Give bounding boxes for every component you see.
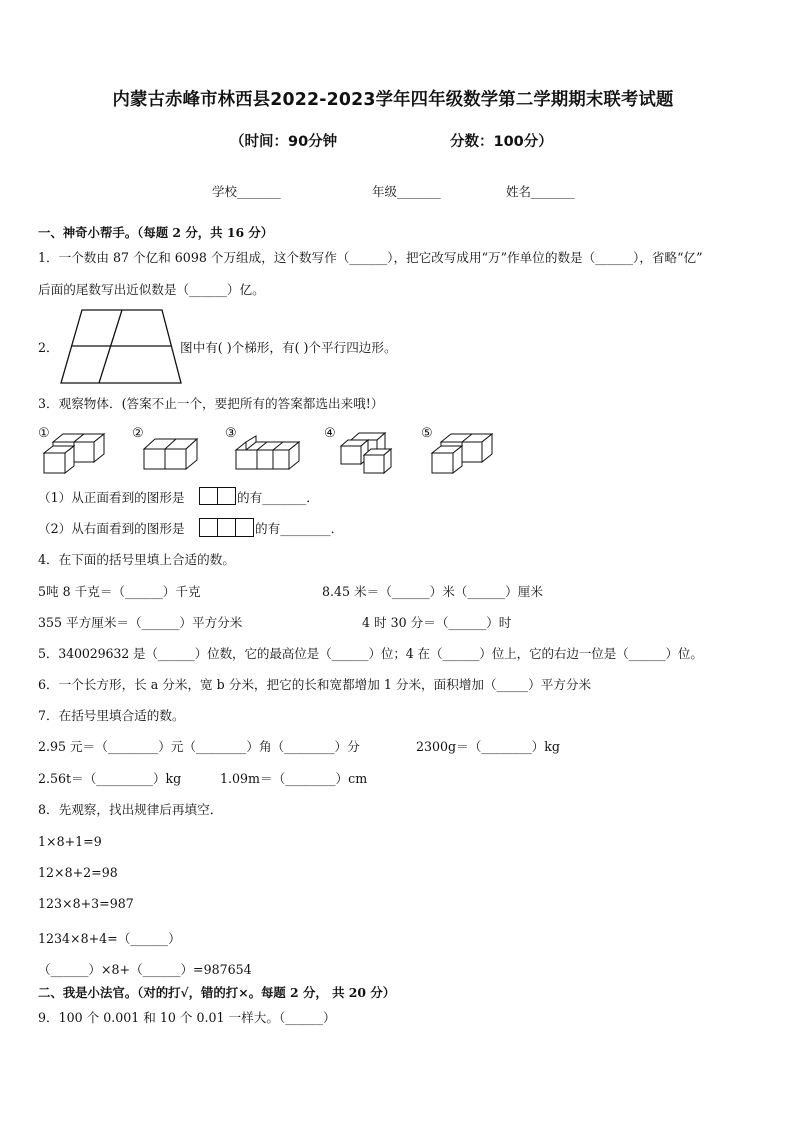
q4-item-a: 5吨 8 千克＝（______）千克 xyxy=(38,584,201,599)
q7-item-d: 1.09m＝（________）cm xyxy=(220,771,368,786)
name-field[interactable]: 姓名_______ xyxy=(506,184,575,199)
q2-text: 图中有( )个梯形，有( )个平行四边形。 xyxy=(180,340,397,355)
q7-item-a: 2.95 元＝（________）元（________）角（________）分 xyxy=(38,739,360,754)
q2-number: 2． xyxy=(38,340,59,355)
cube-figure-2 xyxy=(143,436,199,471)
q4-item-d: 4 时 30 分＝（______）时 xyxy=(362,615,512,630)
grade-field[interactable]: 年级_______ xyxy=(372,184,441,199)
trapezoid-figure xyxy=(60,309,184,385)
q7-item-c: 2.56t＝（_________）kg xyxy=(38,771,182,786)
q8-line-4: 1234×8+4=（______） xyxy=(38,931,181,946)
exam-time: （时间：90分钟 xyxy=(230,134,338,150)
q3-part-1-suffix: 的有_______． xyxy=(237,490,319,505)
q8-line-2: 12×8+2=98 xyxy=(38,865,118,880)
q3-part-2-prefix: （2）从右面看到的图形是 xyxy=(38,521,185,536)
two-square-view xyxy=(199,487,237,506)
q3-part-1-prefix: （1）从正面看到的图形是 xyxy=(38,490,185,505)
q1-line-2: 后面的尾数写出近似数是（______）亿。 xyxy=(38,282,265,297)
school-field[interactable]: 学校_______ xyxy=(212,184,281,199)
figure-2-label: ② xyxy=(132,426,144,441)
q3-part-2-suffix: 的有________． xyxy=(255,521,344,536)
q4-item-c: 355 平方厘米＝（______）平方分米 xyxy=(38,615,243,630)
q7-stem: 7．在括号里填合适的数。 xyxy=(38,708,185,723)
q4-item-b: 8.45 米＝（______）米（______）厘米 xyxy=(322,584,543,599)
cube-figure-5 xyxy=(431,432,493,474)
q6-text: 6．一个长方形，长 a 分米，宽 b 分米，把它的长和宽都增加 1 分米，面积增加（_____）平方分米 xyxy=(38,677,592,692)
page-title: 内蒙古赤峰市林西县2022-2023学年四年级数学第二学期期末联考试题 xyxy=(112,90,674,110)
section-2-heading: 二、我是小法官。（对的打√，错的打×。每题 2 分， 共 20 分） xyxy=(38,985,396,1000)
figure-5-label: ⑤ xyxy=(421,426,433,441)
cube-figure-3 xyxy=(235,436,303,471)
q8-line-1: 1×8+1=9 xyxy=(38,834,102,849)
q9-text: 9．100 个 0.001 和 10 个 0.01 一样大。（______） xyxy=(38,1010,336,1025)
figure-1-label: ① xyxy=(38,426,50,441)
q1-line-1: 1．一个数由 87 个亿和 6098 个万组成，这个数写作（______），把它改写成用“万”作单位的数是（______），省略“亿” xyxy=(38,250,703,265)
q7-item-b: 2300g＝（________）kg xyxy=(416,739,560,754)
cube-figure-4 xyxy=(340,432,392,474)
figure-3-label: ③ xyxy=(225,426,237,441)
cube-figure-1 xyxy=(43,432,105,474)
section-1-heading: 一、神奇小帮手。（每题 2 分，共 16 分） xyxy=(38,225,274,240)
q4-stem: 4．在下面的括号里填上合适的数。 xyxy=(38,552,235,567)
q8-line-3: 123×8+3=987 xyxy=(38,896,134,911)
q3-stem: 3．观察物体．(答案不止一个，要把所有的答案都选出来哦!） xyxy=(38,396,384,411)
q8-line-5: （______）×8+（______）=987654 xyxy=(38,962,252,977)
figure-4-label: ④ xyxy=(324,426,336,441)
q8-stem: 8．先观察，找出规律后再填空． xyxy=(38,802,223,817)
q5-text: 5．340029632 是（______）位数，它的最高位是（______）位；4 在（______）位上，它的右边一位是（______）位。 xyxy=(38,646,703,661)
exam-score: 分数：100分） xyxy=(450,134,553,150)
three-square-view xyxy=(199,518,255,538)
